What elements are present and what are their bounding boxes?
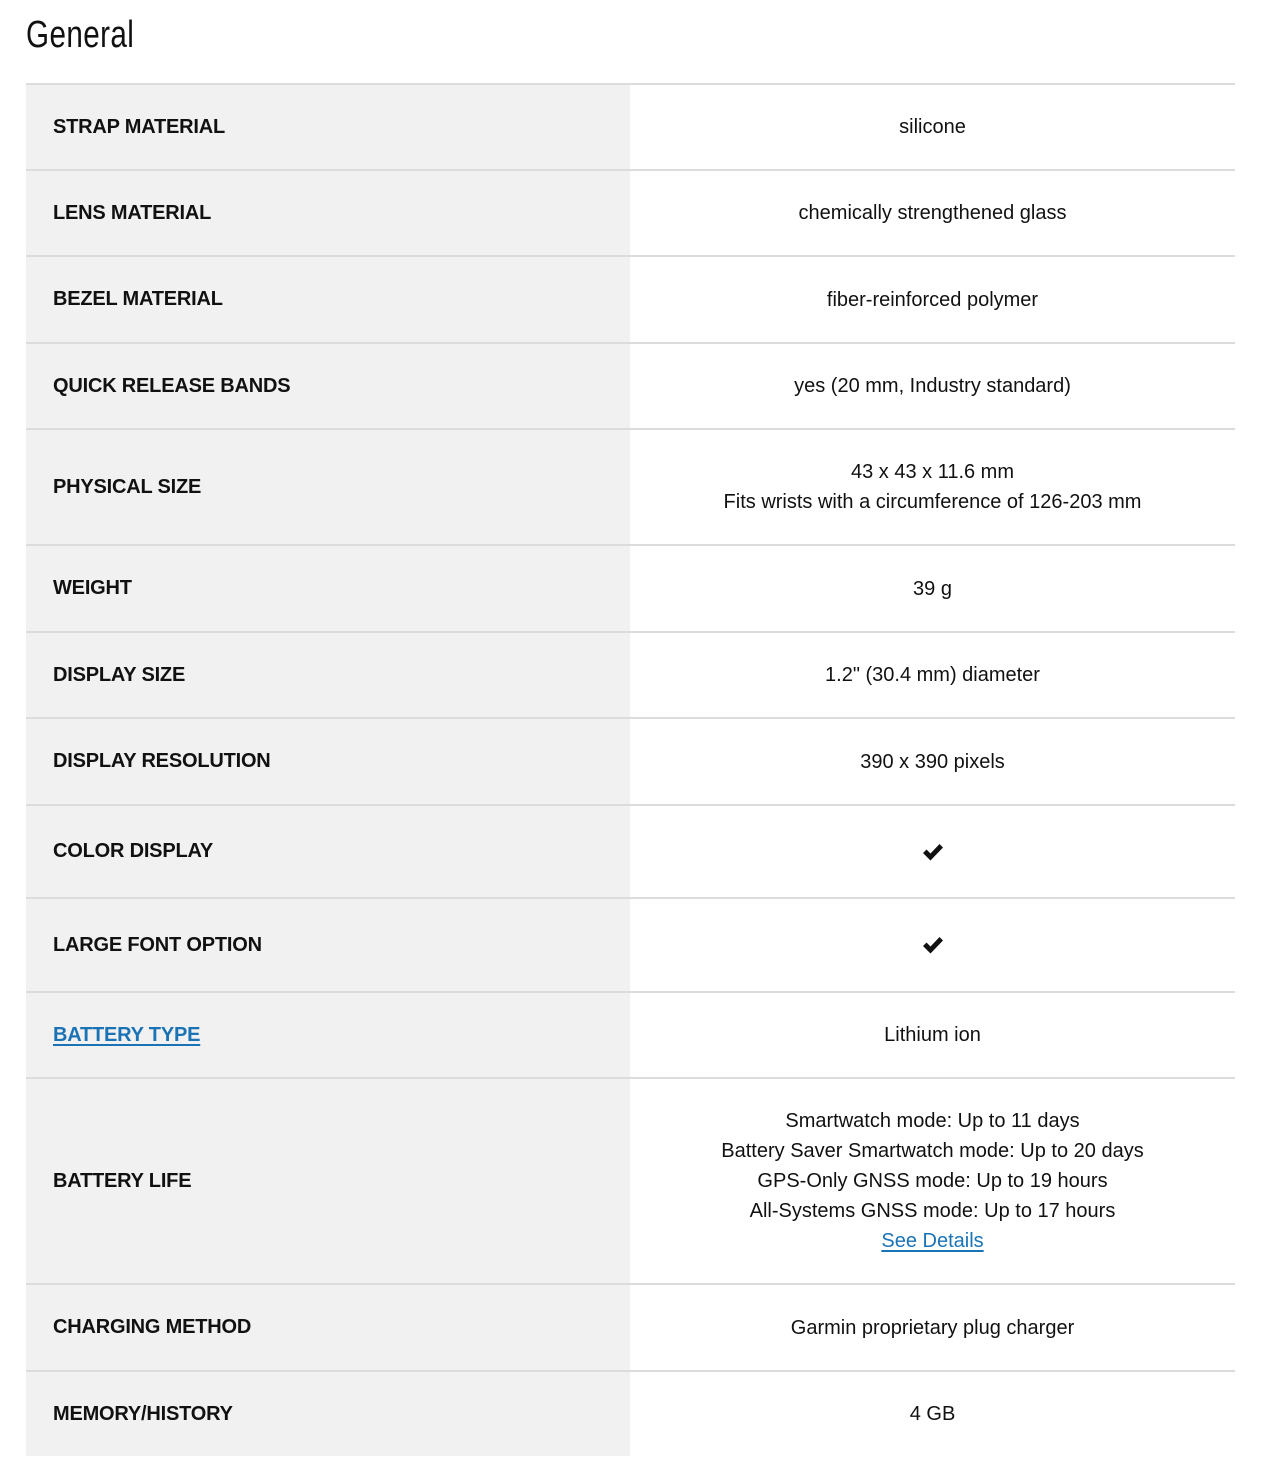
spec-value-text: silicone: [899, 116, 966, 138]
spec-value-text: 39 g: [913, 577, 952, 600]
spec-value-text: Garmin proprietary plug charger: [790, 1316, 1075, 1339]
spec-value: [630, 171, 1235, 255]
spec-table: [26, 83, 1235, 1456]
spec-value-text: GPS-Only GNSS mode: Up to 19 hours: [757, 1170, 1108, 1192]
battery-type-link[interactable]: BATTERY TYPE: [53, 1023, 201, 1046]
spec-row-physical-size: [26, 430, 1235, 546]
spec-label: [26, 993, 630, 1077]
spec-label: LARGE FONT OPTION: [26, 899, 630, 991]
spec-label: BATTERY LIFE: [26, 1079, 630, 1283]
spec-value: [630, 1285, 1235, 1370]
spec-value: [630, 1372, 1235, 1456]
spec-row-battery-type: [26, 993, 1235, 1079]
spec-value-text: 4 GB: [909, 1403, 956, 1425]
spec-label: DISPLAY RESOLUTION: [26, 719, 630, 804]
spec-row-large-font-option: [26, 899, 1235, 993]
spec-row-charging-method: [26, 1285, 1235, 1372]
spec-label: DISPLAY SIZE: [26, 633, 630, 717]
checkmark-icon: [921, 841, 945, 863]
spec-value: [630, 993, 1235, 1077]
spec-label: BEZEL MATERIAL: [26, 257, 630, 342]
spec-row-color-display: [26, 806, 1235, 899]
spec-label: PHYSICAL SIZE: [26, 430, 630, 544]
spec-value: [630, 344, 1235, 428]
spec-value-text: 390 x 390 pixels: [860, 750, 1005, 773]
spec-value: [630, 899, 1235, 991]
spec-value: [630, 257, 1235, 342]
spec-value-text: 1.2" (30.4 mm) diameter: [825, 664, 1040, 686]
spec-value-text: fiber-reinforced polymer: [826, 288, 1039, 311]
spec-label: WEIGHT: [26, 546, 630, 631]
spec-row-quick-release-bands: [26, 344, 1235, 430]
spec-row-battery-life: [26, 1079, 1235, 1285]
spec-value: [630, 719, 1235, 804]
spec-row-lens-material: [26, 171, 1235, 257]
spec-value-text: chemically strengthened glass: [798, 202, 1067, 224]
spec-value-text: 43 x 43 x 11.6 mm: [850, 461, 1015, 483]
spec-row-display-size: [26, 633, 1235, 719]
spec-value: [630, 806, 1235, 897]
spec-label: QUICK RELEASE BANDS: [26, 344, 630, 428]
spec-label: CHARGING METHOD: [26, 1285, 630, 1370]
section-title: General: [26, 14, 135, 56]
spec-row-display-resolution: [26, 719, 1235, 806]
spec-value-text: yes (20 mm, Industry standard): [794, 375, 1071, 397]
checkmark-icon: [921, 934, 945, 956]
spec-row-weight: [26, 546, 1235, 633]
spec-label: LENS MATERIAL: [26, 171, 630, 255]
spec-value-text: Smartwatch mode: Up to 11 days: [785, 1110, 1080, 1132]
spec-value-text: Fits wrists with a circumference of 126-203 mm: [723, 491, 1142, 513]
spec-value: [630, 1079, 1235, 1283]
spec-value: [630, 546, 1235, 631]
spec-value-text: All-Systems GNSS mode: Up to 17 hours: [749, 1200, 1116, 1222]
spec-row-strap-material: [26, 85, 1235, 171]
spec-label: MEMORY/HISTORY: [26, 1372, 630, 1456]
spec-value: [630, 430, 1235, 544]
spec-value-text: Lithium ion: [884, 1024, 981, 1046]
spec-value: [630, 633, 1235, 717]
spec-value: [630, 85, 1235, 169]
spec-label: STRAP MATERIAL: [26, 85, 630, 169]
spec-row-bezel-material: [26, 257, 1235, 344]
see-details-link[interactable]: See Details: [881, 1230, 984, 1252]
spec-value-text: Battery Saver Smartwatch mode: Up to 20 days: [721, 1140, 1144, 1162]
spec-row-memory-history: [26, 1372, 1235, 1456]
spec-label: COLOR DISPLAY: [26, 806, 630, 897]
